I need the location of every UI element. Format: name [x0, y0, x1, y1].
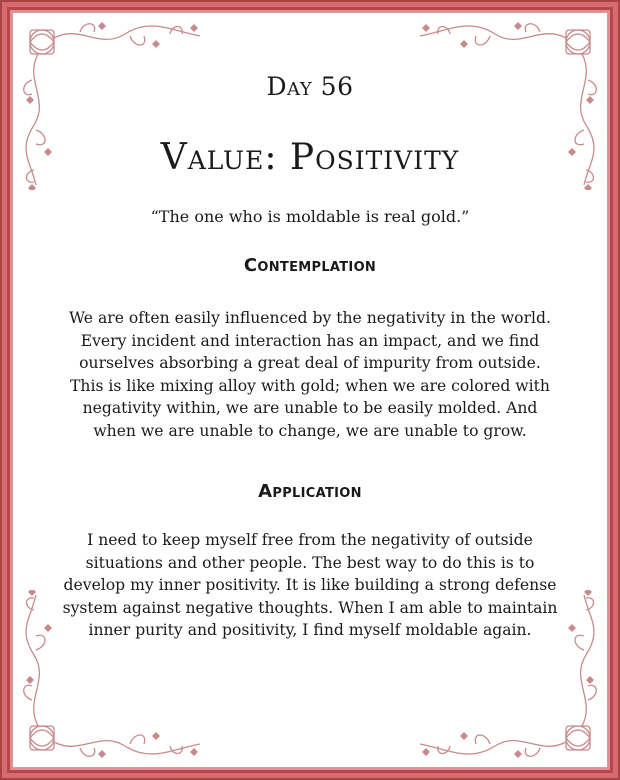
quote: “The one who is moldable is real gold.” — [150, 207, 470, 226]
day-label: Day 56 — [266, 72, 354, 101]
page-content — [12, 12, 608, 768]
application-heading: Application — [258, 481, 362, 502]
page-sheet — [12, 12, 608, 768]
application-paragraph: I need to keep myself free from the negativity of outside situations and other people. The best way to do this is to develop my inner positivity. It is like building a strong defense system against negative thoughts. When I am able to maintain inner purity and positivity, I find myself moldable again. — [62, 531, 558, 639]
contemplation-paragraph: We are often easily influenced by the negativity in the world. Every incident and interaction has an impact, and we find ourselves absorbing a great deal of impurity from outside. This is like mixing alloy with gold; when we are colored with negativity within, we are unable to be easily molded. And when we are unable to change, we are unable to grow. — [69, 309, 551, 440]
page-title: Value: Positivity — [160, 137, 460, 178]
contemplation-heading: Contemplation — [243, 255, 377, 276]
